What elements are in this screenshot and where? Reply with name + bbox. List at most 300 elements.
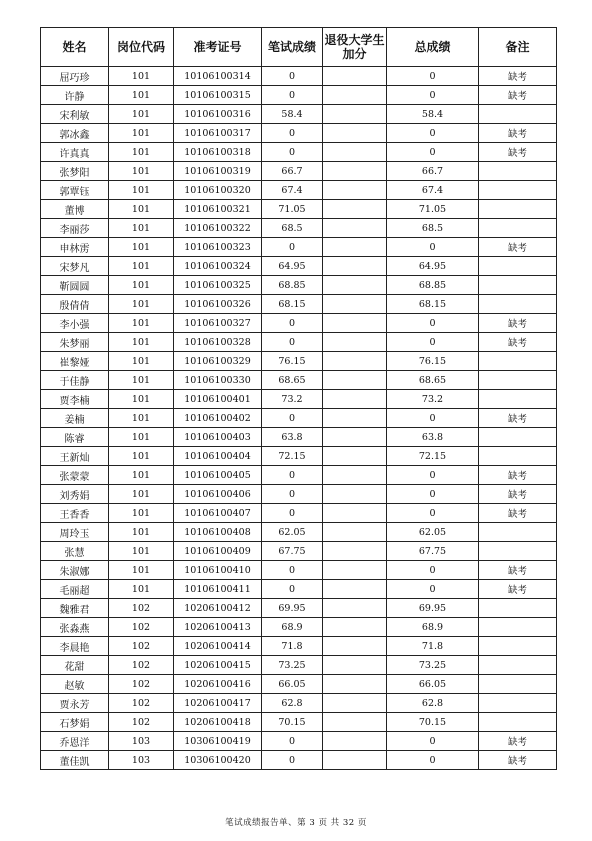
table-row: [41, 276, 557, 295]
cell-veteran-bonus: [323, 523, 387, 542]
cell-total-score: 73.25: [387, 656, 479, 675]
cell-written-score: 0: [262, 466, 323, 485]
cell-remark: [479, 599, 557, 618]
cell-written-score: 0: [262, 751, 323, 770]
cell-remark: [479, 276, 557, 295]
cell-remark: [479, 257, 557, 276]
cell-name: 李小强: [41, 314, 109, 333]
cell-name: 张蒙蒙: [41, 466, 109, 485]
cell-remark: [479, 352, 557, 371]
cell-total-score: 58.4: [387, 105, 479, 124]
cell-total-score: 76.15: [387, 352, 479, 371]
cell-total-score: 68.65: [387, 371, 479, 390]
cell-written-score: 0: [262, 732, 323, 751]
table-row: [41, 371, 557, 390]
cell-exam-id: 10106100324: [174, 257, 262, 276]
cell-name: 许静: [41, 86, 109, 105]
cell-veteran-bonus: [323, 200, 387, 219]
cell-written-score: 68.85: [262, 276, 323, 295]
cell-veteran-bonus: [323, 67, 387, 86]
table-header-row: [41, 28, 557, 67]
cell-name: 刘秀娟: [41, 485, 109, 504]
cell-exam-id: 10106100318: [174, 143, 262, 162]
cell-name: 周玲玉: [41, 523, 109, 542]
cell-veteran-bonus: [323, 751, 387, 770]
header-remark: 备注: [479, 28, 557, 67]
cell-veteran-bonus: [323, 656, 387, 675]
cell-total-score: 71.05: [387, 200, 479, 219]
cell-written-score: 0: [262, 561, 323, 580]
cell-total-score: 0: [387, 86, 479, 105]
cell-name: 花甜: [41, 656, 109, 675]
header-post-code: 岗位代码: [109, 28, 174, 67]
cell-name: 郭冰鑫: [41, 124, 109, 143]
cell-written-score: 73.25: [262, 656, 323, 675]
cell-name: 张慧: [41, 542, 109, 561]
cell-total-score: 68.85: [387, 276, 479, 295]
table-row: [41, 181, 557, 200]
cell-exam-id: 10106100403: [174, 428, 262, 447]
cell-name: 张梦阳: [41, 162, 109, 181]
cell-exam-id: 10106100408: [174, 523, 262, 542]
cell-remark: 缺考: [479, 143, 557, 162]
cell-exam-id: 10206100415: [174, 656, 262, 675]
cell-total-score: 0: [387, 124, 479, 143]
cell-post-code: 101: [109, 219, 174, 238]
cell-veteran-bonus: [323, 124, 387, 143]
cell-exam-id: 10206100416: [174, 675, 262, 694]
cell-veteran-bonus: [323, 542, 387, 561]
cell-exam-id: 10106100315: [174, 86, 262, 105]
cell-post-code: 101: [109, 466, 174, 485]
cell-veteran-bonus: [323, 561, 387, 580]
cell-exam-id: 10206100414: [174, 637, 262, 656]
table-row: [41, 485, 557, 504]
cell-total-score: 70.15: [387, 713, 479, 732]
cell-exam-id: 10106100316: [174, 105, 262, 124]
cell-veteran-bonus: [323, 390, 387, 409]
table-row: [41, 542, 557, 561]
cell-veteran-bonus: [323, 599, 387, 618]
cell-name: 张淼燕: [41, 618, 109, 637]
cell-written-score: 71.8: [262, 637, 323, 656]
cell-exam-id: 10106100320: [174, 181, 262, 200]
cell-total-score: 68.15: [387, 295, 479, 314]
cell-post-code: 101: [109, 67, 174, 86]
cell-remark: [479, 200, 557, 219]
cell-post-code: 101: [109, 371, 174, 390]
cell-written-score: 68.65: [262, 371, 323, 390]
cell-written-score: 71.05: [262, 200, 323, 219]
cell-name: 董博: [41, 200, 109, 219]
cell-remark: 缺考: [479, 86, 557, 105]
cell-post-code: 101: [109, 333, 174, 352]
cell-written-score: 0: [262, 314, 323, 333]
cell-exam-id: 10206100413: [174, 618, 262, 637]
table-row: [41, 637, 557, 656]
cell-name: 朱淑娜: [41, 561, 109, 580]
table-row: [41, 675, 557, 694]
cell-written-score: 0: [262, 67, 323, 86]
cell-written-score: 73.2: [262, 390, 323, 409]
cell-exam-id: 10106100328: [174, 333, 262, 352]
table-row: [41, 447, 557, 466]
cell-post-code: 102: [109, 694, 174, 713]
cell-veteran-bonus: [323, 447, 387, 466]
cell-total-score: 0: [387, 751, 479, 770]
cell-remark: [479, 162, 557, 181]
cell-remark: [479, 637, 557, 656]
table-row: [41, 694, 557, 713]
cell-total-score: 0: [387, 504, 479, 523]
cell-veteran-bonus: [323, 86, 387, 105]
cell-name: 宋梦凡: [41, 257, 109, 276]
table-row: [41, 618, 557, 637]
cell-name: 贾永芳: [41, 694, 109, 713]
cell-written-score: 63.8: [262, 428, 323, 447]
table-row: [41, 523, 557, 542]
cell-veteran-bonus: [323, 314, 387, 333]
table-row: [41, 390, 557, 409]
cell-name: 靳圆圆: [41, 276, 109, 295]
cell-exam-id: 10106100410: [174, 561, 262, 580]
cell-veteran-bonus: [323, 333, 387, 352]
table-row: [41, 86, 557, 105]
cell-written-score: 0: [262, 409, 323, 428]
cell-written-score: 68.9: [262, 618, 323, 637]
cell-name: 朱梦丽: [41, 333, 109, 352]
table-row: [41, 124, 557, 143]
cell-remark: [479, 181, 557, 200]
cell-written-score: 0: [262, 86, 323, 105]
cell-total-score: 0: [387, 580, 479, 599]
cell-total-score: 0: [387, 409, 479, 428]
cell-remark: [479, 542, 557, 561]
cell-name: 郭覃钰: [41, 181, 109, 200]
cell-remark: [479, 371, 557, 390]
cell-remark: [479, 656, 557, 675]
cell-written-score: 69.95: [262, 599, 323, 618]
cell-written-score: 68.5: [262, 219, 323, 238]
cell-remark: [479, 694, 557, 713]
cell-remark: [479, 295, 557, 314]
cell-remark: 缺考: [479, 238, 557, 257]
cell-post-code: 101: [109, 295, 174, 314]
cell-exam-id: 10206100417: [174, 694, 262, 713]
cell-remark: 缺考: [479, 466, 557, 485]
cell-name: 崔黎娅: [41, 352, 109, 371]
cell-name: 李丽莎: [41, 219, 109, 238]
cell-exam-id: 10106100322: [174, 219, 262, 238]
cell-written-score: 0: [262, 504, 323, 523]
cell-veteran-bonus: [323, 409, 387, 428]
cell-total-score: 0: [387, 143, 479, 162]
cell-name: 于佳静: [41, 371, 109, 390]
cell-remark: [479, 523, 557, 542]
cell-exam-id: 10106100325: [174, 276, 262, 295]
cell-post-code: 101: [109, 485, 174, 504]
cell-total-score: 0: [387, 561, 479, 580]
cell-post-code: 102: [109, 637, 174, 656]
cell-total-score: 63.8: [387, 428, 479, 447]
table-row: [41, 561, 557, 580]
cell-post-code: 102: [109, 675, 174, 694]
table-row: [41, 466, 557, 485]
table-row: [41, 238, 557, 257]
cell-exam-id: 10106100404: [174, 447, 262, 466]
header-veteran-bonus: 退役大学生加分: [323, 28, 387, 67]
cell-total-score: 62.8: [387, 694, 479, 713]
header-written-score: 笔试成绩: [262, 28, 323, 67]
cell-exam-id: 10106100411: [174, 580, 262, 599]
cell-total-score: 73.2: [387, 390, 479, 409]
cell-post-code: 101: [109, 523, 174, 542]
cell-name: 石梦娟: [41, 713, 109, 732]
cell-post-code: 101: [109, 105, 174, 124]
cell-post-code: 101: [109, 162, 174, 181]
cell-written-score: 0: [262, 143, 323, 162]
cell-post-code: 101: [109, 504, 174, 523]
cell-remark: 缺考: [479, 314, 557, 333]
cell-post-code: 103: [109, 751, 174, 770]
cell-post-code: 101: [109, 447, 174, 466]
cell-post-code: 101: [109, 409, 174, 428]
cell-post-code: 101: [109, 580, 174, 599]
cell-remark: 缺考: [479, 409, 557, 428]
cell-written-score: 62.8: [262, 694, 323, 713]
cell-veteran-bonus: [323, 637, 387, 656]
cell-exam-id: 10106100409: [174, 542, 262, 561]
cell-remark: 缺考: [479, 504, 557, 523]
cell-exam-id: 10306100419: [174, 732, 262, 751]
cell-remark: 缺考: [479, 732, 557, 751]
cell-name: 屈巧珍: [41, 67, 109, 86]
cell-name: 乔恩洋: [41, 732, 109, 751]
header-name: 姓名: [41, 28, 109, 67]
cell-written-score: 66.7: [262, 162, 323, 181]
cell-remark: [479, 219, 557, 238]
cell-post-code: 103: [109, 732, 174, 751]
cell-post-code: 101: [109, 561, 174, 580]
cell-exam-id: 10106100317: [174, 124, 262, 143]
cell-total-score: 67.4: [387, 181, 479, 200]
cell-post-code: 102: [109, 656, 174, 675]
cell-written-score: 70.15: [262, 713, 323, 732]
cell-veteran-bonus: [323, 732, 387, 751]
cell-post-code: 101: [109, 352, 174, 371]
cell-written-score: 0: [262, 333, 323, 352]
cell-name: 陈睿: [41, 428, 109, 447]
cell-veteran-bonus: [323, 143, 387, 162]
table-row: [41, 200, 557, 219]
cell-veteran-bonus: [323, 694, 387, 713]
cell-name: 李晨艳: [41, 637, 109, 656]
table-row: [41, 656, 557, 675]
cell-post-code: 101: [109, 86, 174, 105]
cell-name: 王新灿: [41, 447, 109, 466]
cell-remark: [479, 618, 557, 637]
cell-exam-id: 10106100319: [174, 162, 262, 181]
table-row: [41, 599, 557, 618]
cell-exam-id: 10106100327: [174, 314, 262, 333]
table-row: [41, 352, 557, 371]
cell-written-score: 76.15: [262, 352, 323, 371]
cell-exam-id: 10106100314: [174, 67, 262, 86]
cell-post-code: 101: [109, 276, 174, 295]
table-row: [41, 333, 557, 352]
table-row: [41, 732, 557, 751]
cell-veteran-bonus: [323, 276, 387, 295]
cell-written-score: 62.05: [262, 523, 323, 542]
cell-veteran-bonus: [323, 580, 387, 599]
cell-remark: [479, 713, 557, 732]
cell-total-score: 0: [387, 67, 479, 86]
cell-total-score: 66.7: [387, 162, 479, 181]
cell-written-score: 67.75: [262, 542, 323, 561]
cell-remark: 缺考: [479, 751, 557, 770]
table-row: [41, 162, 557, 181]
cell-name: 贾李楠: [41, 390, 109, 409]
cell-exam-id: 10106100407: [174, 504, 262, 523]
table-row: [41, 751, 557, 770]
cell-veteran-bonus: [323, 295, 387, 314]
cell-name: 赵敏: [41, 675, 109, 694]
cell-total-score: 66.05: [387, 675, 479, 694]
table-body: [41, 67, 557, 770]
cell-name: 王香香: [41, 504, 109, 523]
cell-veteran-bonus: [323, 181, 387, 200]
cell-exam-id: 10106100329: [174, 352, 262, 371]
cell-veteran-bonus: [323, 352, 387, 371]
cell-veteran-bonus: [323, 713, 387, 732]
cell-post-code: 101: [109, 257, 174, 276]
cell-post-code: 101: [109, 124, 174, 143]
cell-total-score: 68.9: [387, 618, 479, 637]
cell-veteran-bonus: [323, 257, 387, 276]
cell-name: 宋利敏: [41, 105, 109, 124]
cell-veteran-bonus: [323, 162, 387, 181]
cell-total-score: 0: [387, 466, 479, 485]
cell-written-score: 72.15: [262, 447, 323, 466]
cell-total-score: 62.05: [387, 523, 479, 542]
cell-total-score: 0: [387, 333, 479, 352]
cell-post-code: 101: [109, 390, 174, 409]
header-exam-id: 准考证号: [174, 28, 262, 67]
cell-exam-id: 10106100405: [174, 466, 262, 485]
header-total-score: 总成绩: [387, 28, 479, 67]
cell-written-score: 68.15: [262, 295, 323, 314]
cell-total-score: 68.5: [387, 219, 479, 238]
table-row: [41, 67, 557, 86]
cell-total-score: 0: [387, 485, 479, 504]
cell-remark: 缺考: [479, 333, 557, 352]
cell-post-code: 101: [109, 314, 174, 333]
cell-exam-id: 10106100401: [174, 390, 262, 409]
table-row: [41, 219, 557, 238]
cell-veteran-bonus: [323, 105, 387, 124]
cell-remark: [479, 675, 557, 694]
cell-total-score: 71.8: [387, 637, 479, 656]
cell-total-score: 0: [387, 238, 479, 257]
cell-exam-id: 10206100412: [174, 599, 262, 618]
cell-total-score: 0: [387, 732, 479, 751]
cell-post-code: 101: [109, 428, 174, 447]
cell-post-code: 102: [109, 599, 174, 618]
table-row: [41, 314, 557, 333]
cell-name: 殷倩倩: [41, 295, 109, 314]
table-row: [41, 428, 557, 447]
cell-written-score: 66.05: [262, 675, 323, 694]
table-row: [41, 580, 557, 599]
cell-total-score: 69.95: [387, 599, 479, 618]
score-sheet: [40, 27, 556, 770]
cell-name: 申林雳: [41, 238, 109, 257]
cell-remark: [479, 428, 557, 447]
cell-total-score: 0: [387, 314, 479, 333]
cell-veteran-bonus: [323, 485, 387, 504]
cell-total-score: 72.15: [387, 447, 479, 466]
cell-post-code: 102: [109, 618, 174, 637]
cell-exam-id: 10206100418: [174, 713, 262, 732]
table-row: [41, 409, 557, 428]
cell-veteran-bonus: [323, 504, 387, 523]
table-row: [41, 713, 557, 732]
cell-written-score: 0: [262, 124, 323, 143]
cell-veteran-bonus: [323, 466, 387, 485]
cell-remark: 缺考: [479, 580, 557, 599]
cell-post-code: 102: [109, 713, 174, 732]
cell-post-code: 101: [109, 181, 174, 200]
table-row: [41, 295, 557, 314]
cell-written-score: 0: [262, 580, 323, 599]
table-row: [41, 143, 557, 162]
cell-post-code: 101: [109, 238, 174, 257]
cell-total-score: 64.95: [387, 257, 479, 276]
cell-written-score: 58.4: [262, 105, 323, 124]
cell-veteran-bonus: [323, 675, 387, 694]
cell-veteran-bonus: [323, 371, 387, 390]
cell-written-score: 0: [262, 238, 323, 257]
cell-remark: 缺考: [479, 124, 557, 143]
cell-remark: 缺考: [479, 67, 557, 86]
cell-veteran-bonus: [323, 618, 387, 637]
cell-post-code: 101: [109, 200, 174, 219]
cell-name: 董佳凯: [41, 751, 109, 770]
cell-post-code: 101: [109, 143, 174, 162]
cell-remark: [479, 390, 557, 409]
cell-exam-id: 10106100330: [174, 371, 262, 390]
cell-exam-id: 10306100420: [174, 751, 262, 770]
table-row: [41, 504, 557, 523]
cell-remark: [479, 447, 557, 466]
page-footer: 笔试成绩报告单、第 3 页 共 32 页: [225, 818, 367, 828]
cell-written-score: 64.95: [262, 257, 323, 276]
cell-exam-id: 10106100326: [174, 295, 262, 314]
table-row: [41, 257, 557, 276]
cell-name: 毛丽超: [41, 580, 109, 599]
cell-remark: [479, 105, 557, 124]
cell-exam-id: 10106100321: [174, 200, 262, 219]
cell-name: 姜楠: [41, 409, 109, 428]
cell-veteran-bonus: [323, 428, 387, 447]
cell-remark: 缺考: [479, 485, 557, 504]
cell-written-score: 67.4: [262, 181, 323, 200]
table-row: [41, 105, 557, 124]
cell-total-score: 67.75: [387, 542, 479, 561]
cell-veteran-bonus: [323, 238, 387, 257]
cell-post-code: 101: [109, 542, 174, 561]
cell-remark: 缺考: [479, 561, 557, 580]
